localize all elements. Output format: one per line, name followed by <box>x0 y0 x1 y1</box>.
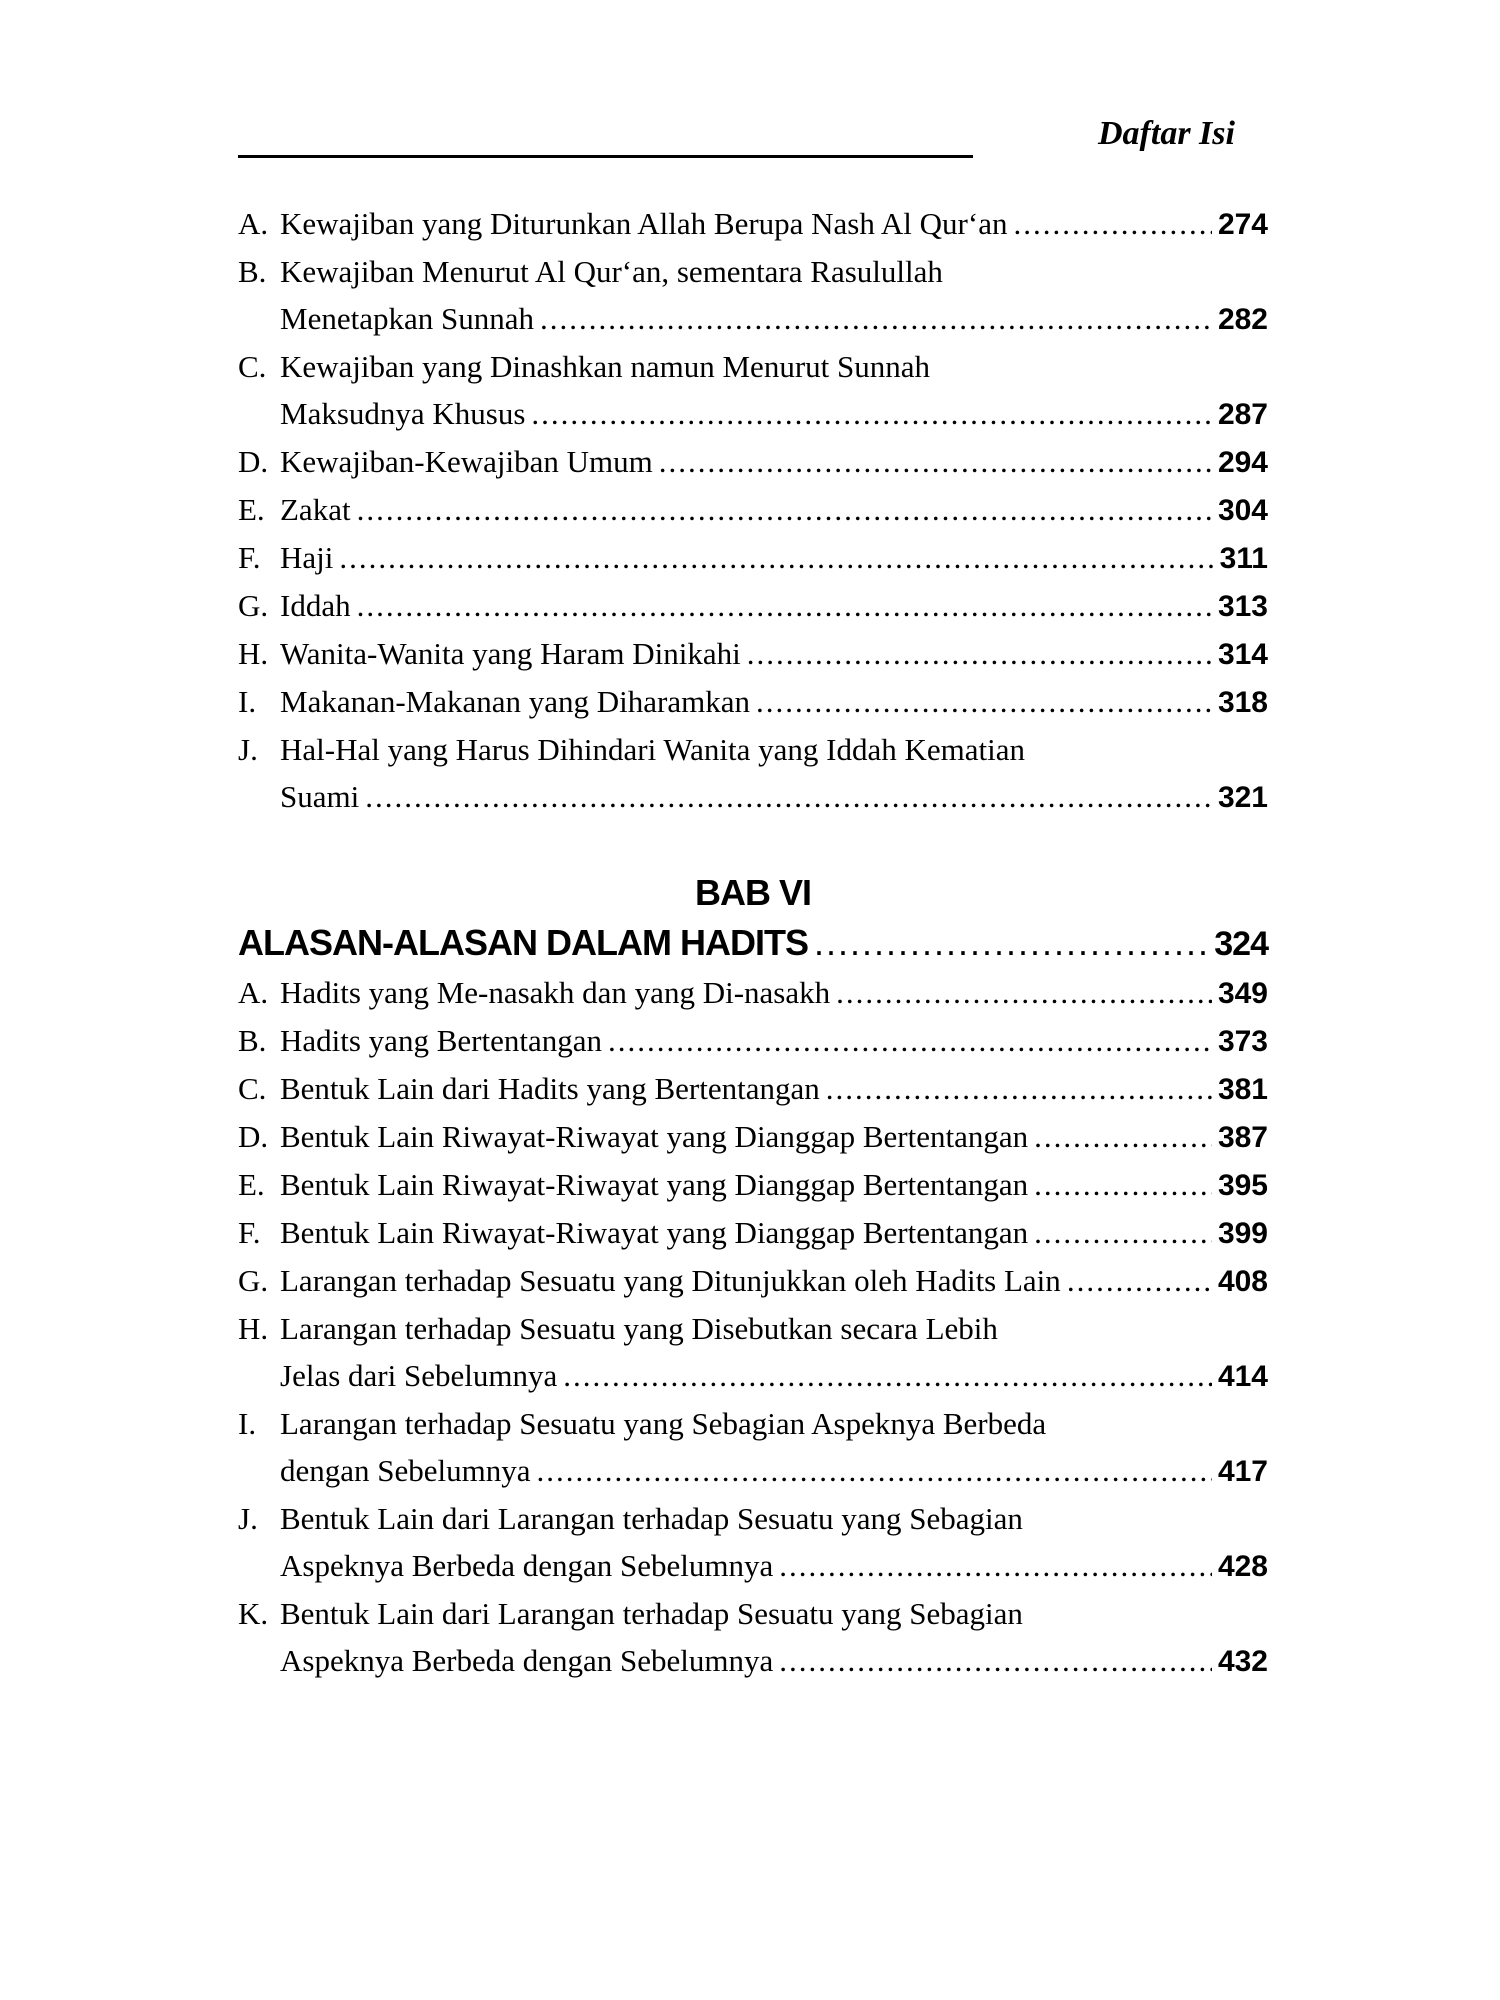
toc-entry <box>238 1209 1268 1257</box>
toc-entry-letter: C. <box>238 1071 267 1106</box>
toc-entry <box>238 534 1268 582</box>
toc-page-number: 313 <box>1217 590 1268 623</box>
toc-entry-letter: A. <box>238 206 269 241</box>
toc-entry-title: Kewajiban-Kewajiban Umum <box>280 444 653 479</box>
toc-entry-line <box>238 1590 1268 1637</box>
toc-page-number: 408 <box>1217 1265 1268 1298</box>
toc-entry-line <box>238 1637 1268 1685</box>
toc-entry-title: Larangan terhadap Sesuatu yang Disebutkan secara Lebih <box>280 1311 998 1346</box>
toc-entry-title: Zakat <box>280 492 351 527</box>
toc-entry-letter: K. <box>238 1596 269 1631</box>
toc-entry-line <box>238 295 1268 343</box>
toc-entry-letter: E. <box>238 492 265 527</box>
toc-list <box>238 969 1268 1685</box>
toc-entry-line <box>238 1352 1268 1400</box>
toc-entry-letter: I. <box>238 1406 257 1441</box>
toc-entry <box>238 1017 1268 1065</box>
toc-entry-letter: D. <box>238 444 269 479</box>
toc-entry-letter: G. <box>238 588 269 623</box>
toc-page-number: 417 <box>1217 1455 1268 1488</box>
dot-leader <box>1067 1257 1212 1304</box>
dot-leader <box>537 1447 1212 1494</box>
toc-entry-title: Iddah <box>280 588 351 623</box>
dot-leader <box>339 534 1213 581</box>
toc-entry-line <box>238 1305 1268 1352</box>
toc-page-number: 314 <box>1217 638 1268 671</box>
toc-entry-title: Hal-Hal yang Harus Dihindari Wanita yang Iddah Kematian <box>280 732 1025 767</box>
toc-entry-title: Bentuk Lain dari Hadits yang Bertentangan <box>280 1071 820 1106</box>
toc-page-number: 395 <box>1217 1169 1268 1202</box>
toc-entry-letter: I. <box>238 684 257 719</box>
toc-entry-line <box>238 1542 1268 1590</box>
toc-entry-title: Bentuk Lain dari Larangan terhadap Sesuatu yang Sebagian <box>280 1596 1023 1631</box>
toc-entry-title: Aspeknya Berbeda dengan Sebelumnya <box>280 1643 774 1678</box>
toc-entry-line <box>238 1447 1268 1495</box>
toc-page-number: 349 <box>1217 977 1268 1010</box>
dot-leader <box>826 1065 1212 1112</box>
toc-entry-title: Maksudnya Khusus <box>280 396 526 431</box>
toc-page-number: 311 <box>1219 542 1268 575</box>
toc-entry <box>238 969 1268 1017</box>
toc-entry-title: Menetapkan Sunnah <box>280 301 534 336</box>
dot-leader <box>1034 1161 1212 1208</box>
toc-entry-letter: J. <box>238 1501 258 1536</box>
toc-entry-line <box>238 390 1268 438</box>
toc-page-number: 414 <box>1217 1360 1268 1393</box>
toc-entry <box>238 486 1268 534</box>
toc-entry-letter: J. <box>238 732 258 767</box>
toc-entry-title: Haji <box>280 540 334 575</box>
toc-page-number: 294 <box>1217 446 1268 479</box>
toc-page-number: 282 <box>1217 303 1268 336</box>
toc-entry-title: Hadits yang Bertentangan <box>280 1023 602 1058</box>
toc-entry <box>238 726 1268 821</box>
toc-page-number: 432 <box>1217 1645 1268 1678</box>
toc-entry <box>238 1113 1268 1161</box>
dot-leader <box>540 295 1212 342</box>
dot-leader <box>608 1017 1212 1064</box>
toc-page-number: 399 <box>1217 1217 1268 1250</box>
toc-entry-line <box>238 678 1268 726</box>
toc-entry-line <box>238 773 1268 821</box>
dot-leader <box>747 630 1212 677</box>
toc-entry <box>238 1161 1268 1209</box>
toc-page-number: 287 <box>1217 398 1268 431</box>
toc-entry-title: Aspeknya Berbeda dengan Sebelumnya <box>280 1548 774 1583</box>
toc-entry-title: Kewajiban Menurut Al Qur‘an, sementara Rasulullah <box>280 254 943 289</box>
toc-entry-letter: A. <box>238 975 269 1010</box>
toc-entry-title: Bentuk Lain dari Larangan terhadap Sesuatu yang Sebagian <box>280 1501 1023 1536</box>
toc-entry-letter: C. <box>238 349 267 384</box>
toc-entry <box>238 1305 1268 1400</box>
toc-entry <box>238 678 1268 726</box>
toc-entry-line <box>238 1257 1268 1305</box>
toc-entry-title: Kewajiban yang Diturunkan Allah Berupa Nash Al Qur‘an <box>280 206 1008 241</box>
toc-entry-title: Kewajiban yang Dinashkan namun Menurut Sunnah <box>280 349 931 384</box>
dot-leader <box>357 582 1212 629</box>
toc-entry <box>238 630 1268 678</box>
toc-entry-title: dengan Sebelumnya <box>280 1453 531 1488</box>
toc-entry-title: Larangan terhadap Sesuatu yang Sebagian Aspeknya Berbeda <box>280 1406 1047 1441</box>
toc-entry-title: Wanita-Wanita yang Haram Dinikahi <box>280 636 741 671</box>
running-header-title: Daftar Isi <box>1098 115 1235 152</box>
toc-entry-line <box>238 1495 1268 1542</box>
dot-leader <box>1034 1113 1212 1160</box>
toc-entry-letter: B. <box>238 254 267 289</box>
toc-page-number: 428 <box>1217 1550 1268 1583</box>
dot-leader <box>836 969 1212 1016</box>
toc-entry-line <box>238 438 1268 486</box>
toc-page-number: 304 <box>1217 494 1268 527</box>
toc-entry <box>238 1065 1268 1113</box>
header-rule <box>238 155 973 158</box>
toc-entry-letter: B. <box>238 1023 267 1058</box>
toc-entry-line <box>238 486 1268 534</box>
dot-leader <box>814 918 1208 968</box>
toc-entry-line <box>238 1161 1268 1209</box>
toc-section-a <box>238 200 1268 821</box>
toc-entry-line <box>238 1113 1268 1161</box>
dot-leader <box>659 438 1212 485</box>
toc-entry-title: Suami <box>280 779 360 814</box>
dot-leader <box>779 1637 1212 1684</box>
toc-entry-line <box>238 1065 1268 1113</box>
toc-entry-title: Bentuk Lain Riwayat-Riwayat yang Dianggap Bertentangan <box>280 1215 1029 1250</box>
toc-entry-title: Makanan-Makanan yang Diharamkan <box>280 684 750 719</box>
toc-entry <box>238 343 1268 438</box>
chapter-page-number: 324 <box>1214 925 1268 963</box>
toc-entry-letter: G. <box>238 1263 269 1298</box>
dot-leader <box>1013 200 1211 247</box>
toc-entry-letter: H. <box>238 1311 269 1346</box>
dot-leader <box>756 678 1212 725</box>
toc-entry-line <box>238 248 1268 295</box>
toc-entry-letter: F. <box>238 1215 261 1250</box>
toc-entry-line <box>238 1209 1268 1257</box>
toc-page-number: 321 <box>1217 781 1268 814</box>
dot-leader <box>365 773 1212 820</box>
toc-entry-letter: E. <box>238 1167 265 1202</box>
chapter-label: BAB VI <box>694 872 811 913</box>
toc-entry <box>238 438 1268 486</box>
toc-entry-line <box>238 630 1268 678</box>
toc-section-b <box>238 868 1268 1685</box>
toc-entry-letter: H. <box>238 636 269 671</box>
toc-entry-title: Bentuk Lain Riwayat-Riwayat yang Dianggap Bertentangan <box>280 1167 1029 1202</box>
toc-page-number: 274 <box>1217 208 1268 241</box>
toc-entry-letter: D. <box>238 1119 269 1154</box>
toc-entry <box>238 200 1268 248</box>
toc-page-number: 387 <box>1217 1121 1268 1154</box>
toc-entry <box>238 1590 1268 1685</box>
chapter-title-row <box>238 918 1268 969</box>
toc-entry <box>238 1257 1268 1305</box>
toc-entry-line <box>238 200 1268 248</box>
dot-leader <box>563 1352 1212 1399</box>
toc-page-number: 381 <box>1217 1073 1268 1106</box>
toc-list <box>238 200 1268 821</box>
toc-entry-title: Bentuk Lain Riwayat-Riwayat yang Dianggap Bertentangan <box>280 1119 1029 1154</box>
toc-entry-title: Jelas dari Sebelumnya <box>280 1358 558 1393</box>
dot-leader <box>779 1542 1212 1589</box>
dot-leader <box>357 486 1212 533</box>
toc-entry <box>238 1495 1268 1590</box>
dot-leader <box>1034 1209 1212 1256</box>
toc-entry-title: Larangan terhadap Sesuatu yang Ditunjukkan oleh Hadits Lain <box>280 1263 1061 1298</box>
toc-entry <box>238 582 1268 630</box>
toc-entry-line <box>238 343 1268 390</box>
toc-entry-letter: F. <box>238 540 261 575</box>
toc-entry-line <box>238 582 1268 630</box>
toc-entry-line <box>238 1400 1268 1447</box>
toc-entry-line <box>238 726 1268 773</box>
dot-leader <box>531 390 1212 437</box>
toc-entry <box>238 1400 1268 1495</box>
toc-entry-line <box>238 534 1268 582</box>
toc-entry <box>238 248 1268 343</box>
toc-entry-line <box>238 1017 1268 1065</box>
chapter-title: ALASAN-ALASAN DALAM HADITS <box>238 922 808 963</box>
toc-entry-line <box>238 969 1268 1017</box>
toc-page-number: 373 <box>1217 1025 1268 1058</box>
toc-entry-title: Hadits yang Me-nasakh dan yang Di-nasakh <box>280 975 831 1010</box>
toc-page-number: 318 <box>1217 686 1268 719</box>
